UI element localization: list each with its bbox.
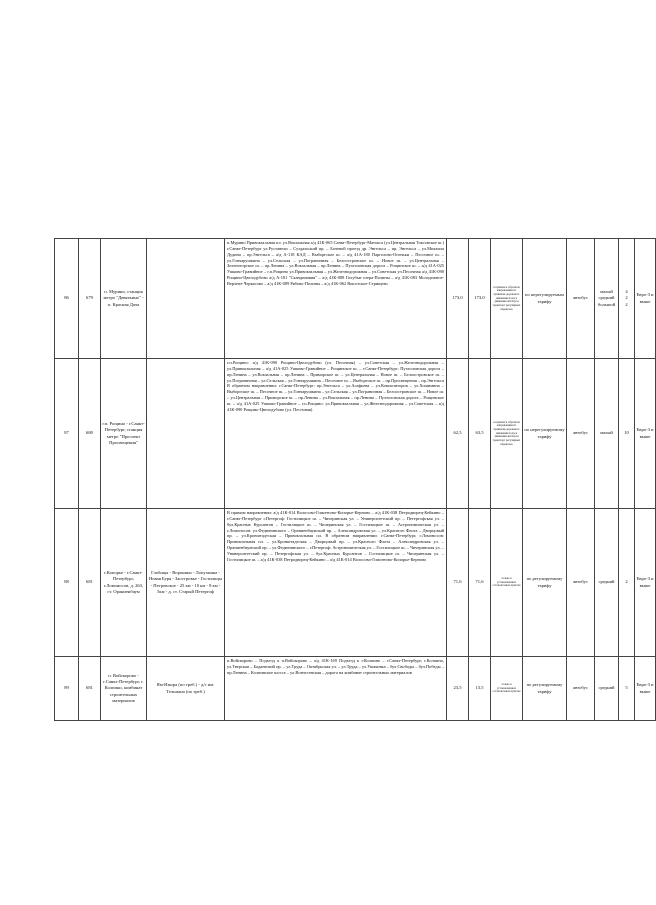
length-forward: 71,6 [447, 509, 469, 657]
route-path: п.Мурино Привокзальная пл. ул.Вокзальная а/д 41К-065 Санкт-Петербург-Матокса (ул.Центральная Токсовское ш.) г.Санкт-Петербург ул.Руставели – Суздальский пр. – Бочевой проезд др. Энгельса – пр. Энгельса – ул.Михаила Дудина – пр.Энгельса – а/д А-118 КАД – Выборгское ш. – а/д 41А-180 Парголово-Огоньки – Песочное ш. – ул.Гончарушкина – ул.Сельская – ул.Пограничная – Белоостровское ш. – Новое ш. – ул.Центральная – Зеленогорское ш. – пр.Ленина – ул.Вокзальная – пр.Ленина – Пухтоловская дорога – Рощинское ш. – а/д 41А-025 Ушково-Гравийное – г.п.Рощино ул.Привокзальная – ул.Железнодорожная – ул.Советская ул.Песочная а/д 41К-090 Рощино-Цвелодубово а/д А-181 "Скандинавия" – а/д 41К-088 Голубые озера-Полины – а/д 41К-083 Молодежное-Верхнее Черкасово – а/д 41К-089 Рябово-Полины – а/д 41К-062 Высотское-Стрищево [225, 239, 447, 359]
registry-number: 680 [79, 359, 101, 509]
boarding-order: в прямом и обратном направлении по правилам дорожного движения полосе движения автобусы транспорт регулярных перевозок [491, 359, 523, 509]
eco-class: Евро-3 и выше [635, 359, 656, 509]
route-number: 87 [55, 359, 79, 509]
length-backward: 13,5 [469, 657, 491, 721]
eco-class: Евро-3 и выше [635, 509, 656, 657]
vehicle-type: автобус [567, 239, 595, 359]
boarding-order: только в установленных остановочных пунктах [491, 657, 523, 721]
route-path: В прямом направлении: а/д 41К-014 Волосово-Гомонтово-Копорье-Керново – а/д 41К-038 Петродворец-Кейкино – г.Санкт-Петербург г.Петергоф: Гостилицкое ш. – Чичеринская ул. – Университетский пр. – Петергофская ул. – бул.Красных Курсантов – Гостилицкое ш. – Чичеринская ул. – Гостилицкое ш. – Астрономическая ул. – г.Ломоносов: ул.Федюнинского – Ораниенбаумский пр. – Александровская ул. – ул.Красного Флота – Дворцовый пр. – ул.Кронштадтская – Привокзальная пл. В обратном направлении: г.Санкт-Петербург, г.Ломоносов: Привокзальная пл. – ул.Кронштадтская – Дворцовый пр. – ул.Красного Флота – Александровская ул. – Ораниенбаумский пр. – ул.Федюнинского – г.Петергоф: Астрономическая ул. – Гостилицкое ш. – Чичеринская ул. – Университетский пр. – Петергофская ул. – бул.Красных Курсантов – Гостилицкое ш. – Чичеринская ул. – Гостилицкое ш. – а/д 41К-038 Петродворец-Кейкино – а/д 41К-014 Волосово-Гомонтово-Копорье-Керново [225, 509, 447, 657]
length-backward: 71,6 [469, 509, 491, 657]
registry-number: 681 [79, 657, 101, 721]
route-number: 88 [55, 509, 79, 657]
length-forward: 173,0 [447, 239, 469, 359]
table-row [55, 239, 656, 359]
vehicle-class: средний [595, 509, 619, 657]
route-number: 89 [55, 657, 79, 721]
vehicle-type: автобус [567, 509, 595, 657]
length-forward: 23,5 [447, 657, 469, 721]
eco-class: Евро-3 и выше [635, 657, 656, 721]
length-forward: 62,5 [447, 359, 469, 509]
registry-number: 679 [79, 239, 101, 359]
vehicle-class: малый [595, 359, 619, 509]
length-backward: 63,5 [469, 359, 491, 509]
vehicle-count [619, 359, 635, 509]
vehicle-count-value: 2 [625, 295, 628, 301]
route-name: п. Войскорово - г.Санкт-Петербург, г. Колпино, комбинат строительных материалов [101, 657, 147, 721]
route-register-table [54, 238, 656, 721]
table-row [55, 359, 656, 509]
vehicle-type: автобус [567, 359, 595, 509]
vehicle-count-value: 4 [625, 289, 628, 295]
tariff-type: по регулируемому тарифу [523, 509, 567, 657]
vehicle-class: средний [595, 657, 619, 721]
vehicle-count [619, 239, 635, 359]
vehicle-count-value: 2 [625, 301, 628, 307]
table-row [55, 657, 656, 721]
route-number: 86 [55, 239, 79, 359]
vehicle-count [619, 509, 635, 657]
registry-number: 681 [79, 509, 101, 657]
boarding-order: только в установленных остановочных пунктах [491, 509, 523, 657]
route-path: г.п.Рощино: а/д 41К-090 Рощино-Цвелодубово (ул. Песочная) – ул.Советская – ул.Железнодорожная – ул.Привокзальная – а/д 41А-025 Ушково-Гравийное – Рощинское ш. – г.Санкт-Петербург: Пухтоловская дорога – пр.Ленина – ул.Вокзальная – пр.Ленина – Приморское ш. – ул.Центральная – Новое ш. – Белоостровское ш. – ул.Пограничная – ул.Сельская – ул.Гончарушкина – Песочное ш. – Выборгское ш. – пр.Просвещения – пр.Энгельса В обратном направлении: г.Санкт-Петербург: пр.Энгельса – ул.Асафьева – ул.Композиторов – ул.Хошимина – Выборгское ш. – Песочное ш. – ул.Гончарушкина – ул.Сельская – ул.Пограничная – Белоостровское ш. – Новое ш. – ул.Центральная – Приморское ш. – пр.Ленина – ул.Вокзальная – пр.Ленина – Пухтоловская дорога – Рощинское ш. – а/д 41А-025 Ушково-Гравийное – г.п.Рощино: ул.Привокзальная – ул.Железнодорожная – ул.Советская – а/д 41К-090 Рощино-Цвелодубово (ул. Песочная) [225, 359, 447, 509]
intermediate-stops [147, 239, 225, 359]
route-name: г.п. Рощино - г.Санкт-Петербург, станция метро "Проспект Просвещения" [101, 359, 147, 509]
vehicle-count-value: 2 [625, 579, 628, 585]
vehicle-class: малый средний большой [595, 239, 619, 359]
tariff-type: по нерегулируемому тарифу [523, 359, 567, 509]
intermediate-stops: Глобицы - Воронино - Лопухинка - Новая Буря - Заостровье - Гостилицы - Петровское - 25 км - 10 км - 8 км - 5км - д. ст. Старый Петергоф [147, 509, 225, 657]
route-name: г.Копорье - г.Санкт-Петербург, г.Ломоносов, д. 263, ст. Ораниенбаум [101, 509, 147, 657]
length-backward: 173,0 [469, 239, 491, 359]
eco-class: Евро-3 и выше [635, 239, 656, 359]
vehicle-count [619, 657, 635, 721]
tariff-type: по нерегулируемым тарифу [523, 239, 567, 359]
route-name: п. Мурино, станция метро "Девяткино" - п. Красная Дача [101, 239, 147, 359]
intermediate-stops: Ям-Ижора (по треб.) - д/с им. Тельмана (по треб.) [147, 657, 225, 721]
intermediate-stops [147, 359, 225, 509]
table-row [55, 509, 656, 657]
route-path: п.Войскорово – Подъезд к п.Войскорово – а/д 41К-169 Подъезд к г.Колпино – г.Санкт-Петербург, г.Колпино, ул.Тверская – Бадаевский пр. – ул.Труда – Октябрьская ул. – ул.Труда – ул.Ушаковка – бул.Свободы – бул.Победы – пр.Ленина – Колпинское шоссе – ул.Вознесенская – дорога на комбинат строительных материалов [225, 657, 447, 721]
boarding-order: в прямом и обратном направлении по правилам дорожного движения полосе движения автобусы транспорт регулярных перевозок [491, 239, 523, 359]
vehicle-count-value: 5 [625, 685, 628, 691]
tariff-type: по регулируемому тарифу [523, 657, 567, 721]
vehicle-count-value: 10 [624, 430, 629, 436]
vehicle-type: автобус [567, 657, 595, 721]
